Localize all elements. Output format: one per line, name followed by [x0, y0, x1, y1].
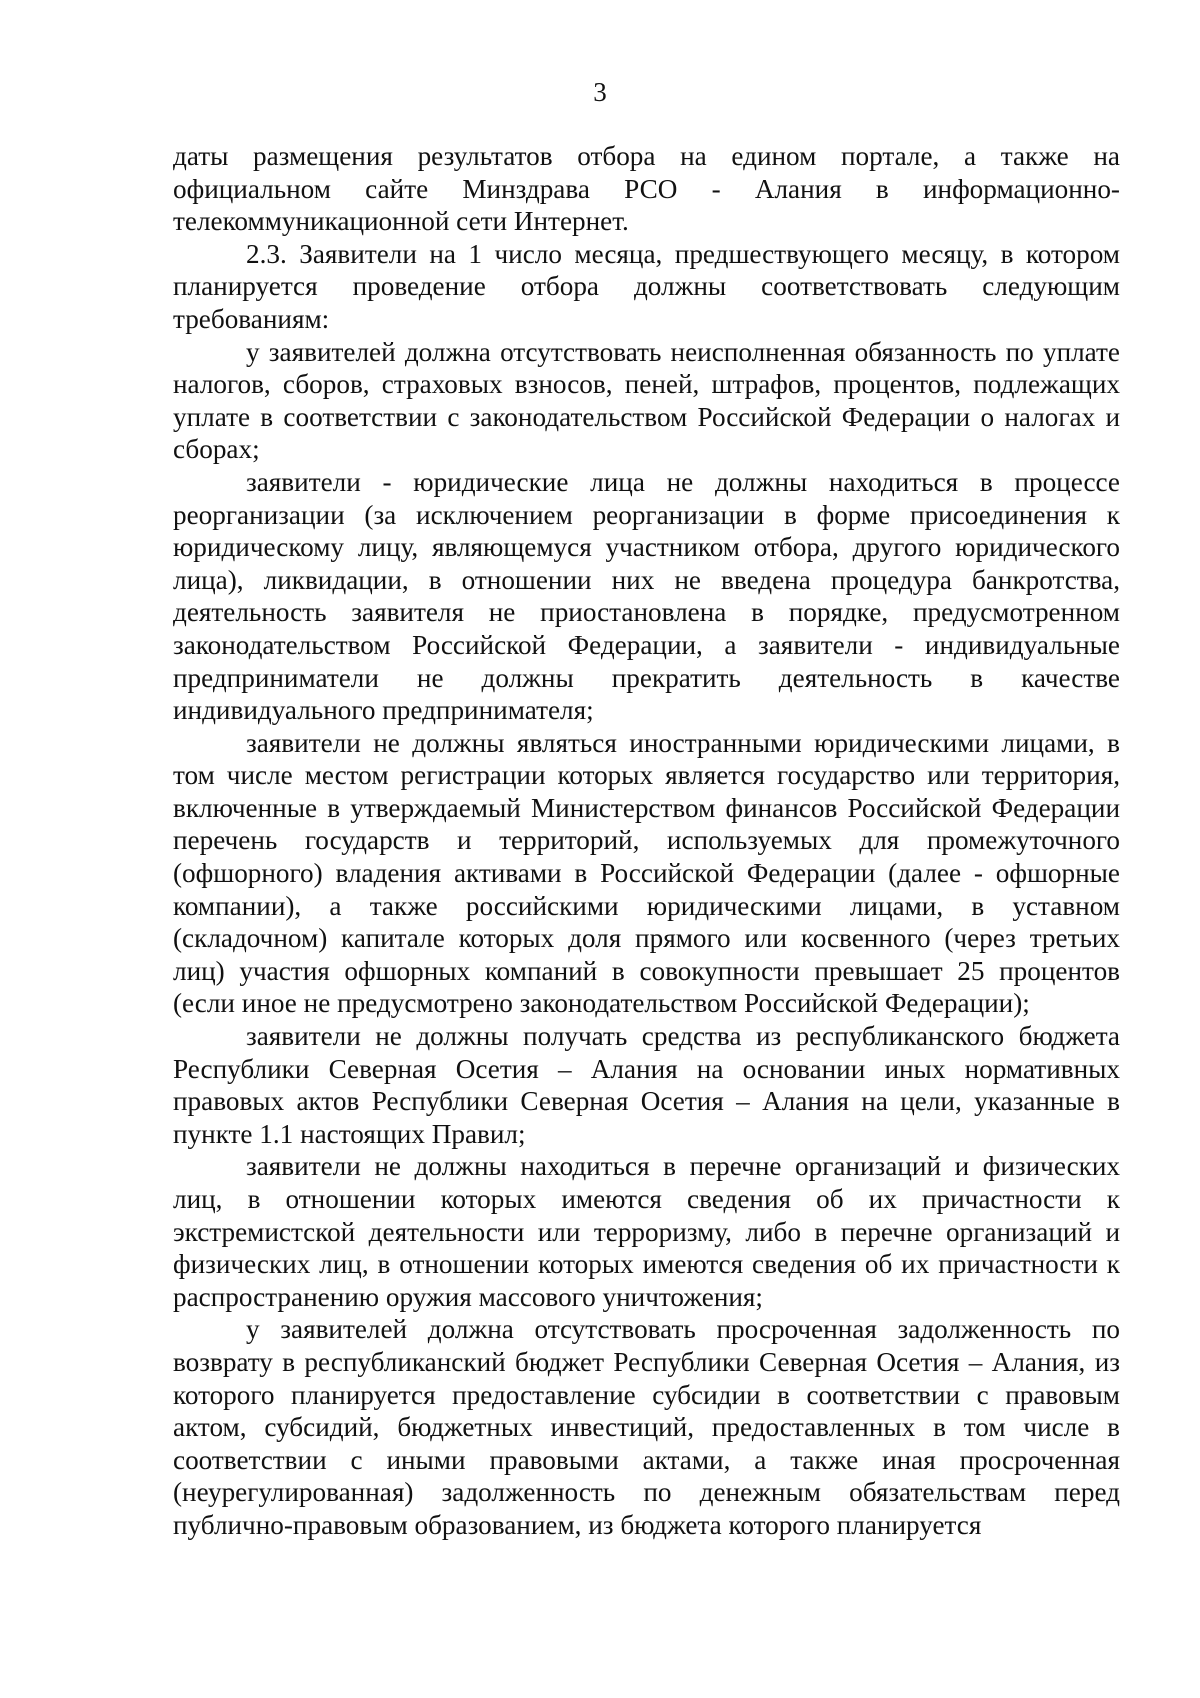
document-body — [173, 140, 1120, 1542]
paragraph-6: заявители не должны получать средства из республиканского бюджета Республики Северная Осетия – Алания на основании иных нормативных правовых актов Республики Северная Осетия – Алания на цели, указанные в пункте 1.1 настоящих Правил; — [173, 1021, 1120, 1149]
paragraph-2: 2.3. Заявители на 1 число месяца, предшествующего месяцу, в котором планируется проведение отбора должны соответствовать следующим требованиям: — [173, 238, 1120, 334]
paragraph-8: у заявителей должна отсутствовать просроченная задолженность по возврату в республиканский бюджет Республики Северная Осетия – Алания, из которого планируется предоставление субсидии в соответствии с правовым актом, субсидий, бюджетных инвестиций, предоставленных в том числе в соответствии с иными правовыми актами, а также иная просроченная (неурегулированная) задолженность по денежным обязательствам перед публично-правовым образованием, из бюджета которого планируется — [173, 1314, 1120, 1540]
paragraph-5: заявители не должны являться иностранными юридическими лицами, в том числе местом регистрации которых является государство или территория, включенные в утверждаемый Министерством финансов Российской Федерации перечень государств и территорий, используемых для промежуточного (офшорного) владения активами в Российской Федерации (далее - офшорные компании), а также российскими юридическими лицами, в уставном (складочном) капитале которых доля прямого или косвенного (через третьих лиц) участия офшорных компаний в совокупности превышает 25 процентов (если иное не предусмотрено законодательством Российской Федерации); — [173, 727, 1120, 1019]
paragraph-3: у заявителей должна отсутствовать неисполненная обязанность по уплате налогов, сборов, страховых взносов, пеней, штрафов, процентов, подлежащих уплате в соответствии с законодательством Российской Федерации о налогах и сборах; — [173, 336, 1120, 465]
paragraph-4: заявители - юридические лица не должны находиться в процессе реорганизации (за исключением реорганизации в форме присоединения к юридическому лицу, являющемуся участником отбора, другого юридического лица), ликвидации, в отношении них не введена процедура банкротства, деятельность заявителя не приостановлена в порядке, предусмотренном законодательством Российской Федерации, а заявители - индивидуальные предприниматели не должны прекратить деятельность в качестве индивидуального предпринимателя; — [173, 466, 1120, 726]
page-number: 3 — [593, 77, 607, 107]
paragraph-1: даты размещения результатов отбора на едином портале, а также на официальном сайте Минздрава РСО - Алания в информационно-телекоммуникационной сети Интернет. — [173, 141, 1120, 237]
paragraph-7: заявители не должны находиться в перечне организаций и физических лиц, в отношении которых имеются сведения об их причастности к экстремистской деятельности или терроризму, либо в перечне организаций и физических лиц, в отношении которых имеются сведения об их причастности к распространению оружия массового уничтожения; — [173, 1151, 1120, 1312]
